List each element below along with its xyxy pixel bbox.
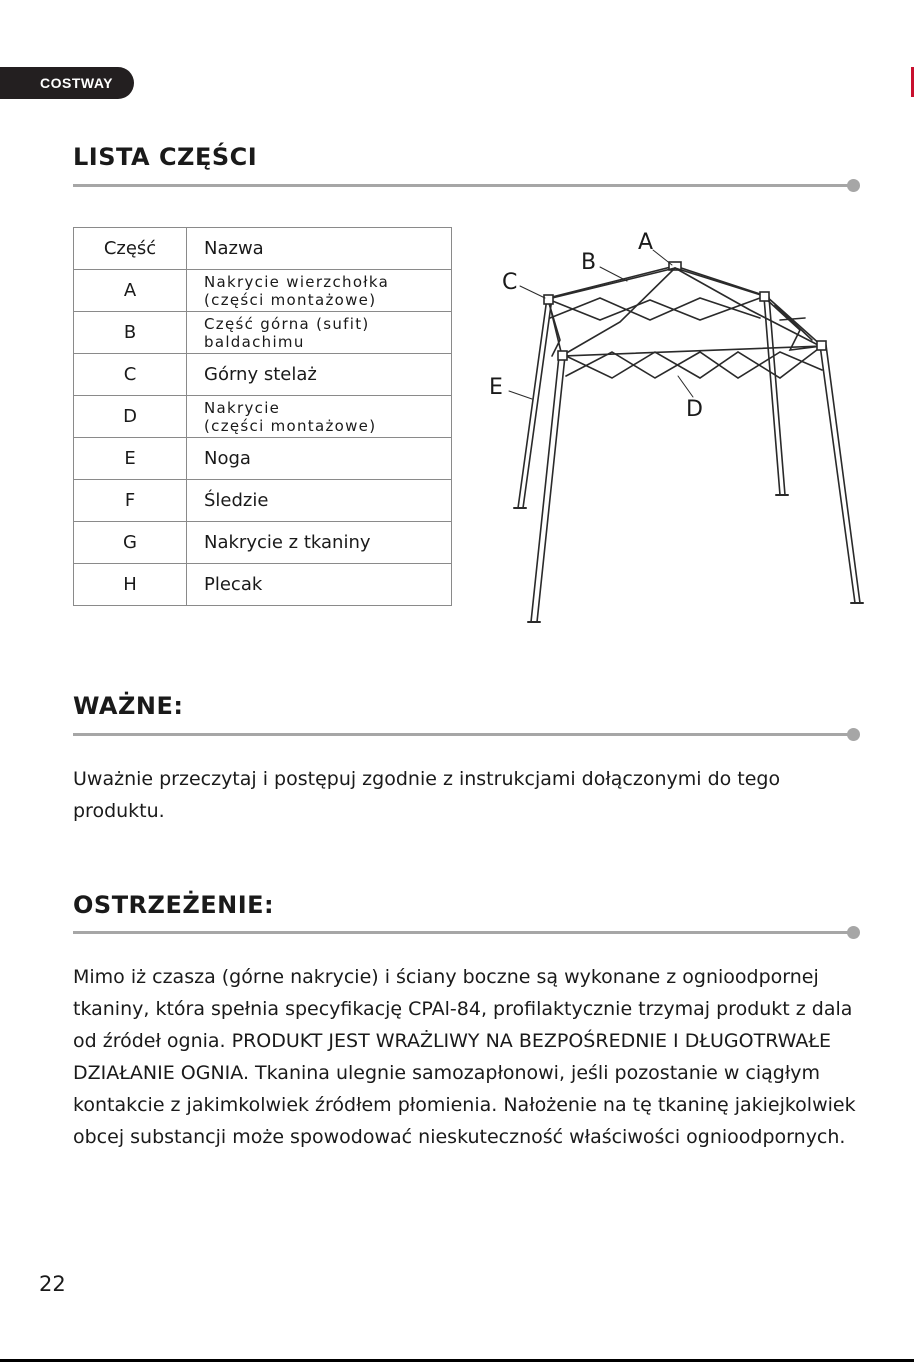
part-letter: G xyxy=(74,522,187,564)
part-letter: A xyxy=(74,270,187,312)
table-row xyxy=(74,564,452,606)
diagram-label-c: C xyxy=(502,270,518,295)
parts-table-header-name: Nazwa xyxy=(187,228,452,270)
part-letter: C xyxy=(74,354,187,396)
parts-list-heading: LISTA CZĘŚCI xyxy=(73,143,258,171)
diagram-label-b: B xyxy=(581,250,597,275)
part-name: Noga xyxy=(187,438,452,480)
part-letter: D xyxy=(74,396,187,438)
brand-logo-text: COSTWAY xyxy=(40,75,113,91)
part-name: Nakrycie (części montażowe) xyxy=(187,396,452,438)
part-letter: H xyxy=(74,564,187,606)
parts-table-header-row xyxy=(74,228,452,270)
part-letter: B xyxy=(74,312,187,354)
parts-table-header-part: Część xyxy=(74,228,187,270)
part-name: Nakrycie wierzchołka (części montażowe) xyxy=(187,270,452,312)
table-row xyxy=(74,438,452,480)
page-number: 22 xyxy=(39,1272,66,1296)
part-letter: F xyxy=(74,480,187,522)
diagram-label-d: D xyxy=(686,397,703,422)
important-heading: WAŻNE: xyxy=(73,692,184,720)
diagram-label-e: E xyxy=(489,375,503,400)
important-divider xyxy=(73,733,848,736)
part-name: Górny stelaż xyxy=(187,354,452,396)
important-text: Uważnie przeczytaj i postępuj zgodnie z instrukcjami dołączonymi do tego produktu. xyxy=(73,768,781,822)
warning-divider-dot xyxy=(847,926,860,939)
brand-logo xyxy=(0,67,134,99)
warning-divider xyxy=(73,931,848,934)
table-row xyxy=(74,270,452,312)
parts-list-divider-dot xyxy=(847,179,860,192)
table-row xyxy=(74,522,452,564)
table-row xyxy=(74,312,452,354)
diagram-label-a: A xyxy=(638,230,654,255)
canopy-frame-diagram xyxy=(470,220,890,640)
warning-text: Mimo iż czasza (górne nakrycie) i ściany boczne są wykonane z ognioodpornej tkaniny, która spełnia specyfikację CPAl-84, profilaktycznie trzymaj produkt z dala od źródeł ognia. PRODUKT JEST WRAŻLIWY NA BEZPOŚREDNIE I DŁUGOTRWAŁE DZIAŁANIE OGNIA. Tkanina ulegnie samozapłonowi, jeśli pozostanie w ciągłym kontakcie z jakimkolwiek źródłem płomienia. Nałożenie na tę tkaninę jakiejkolwiek obcej substancji może spowodować nieskuteczność właściwości ognioodpornych. xyxy=(73,966,856,1148)
important-divider-dot xyxy=(847,728,860,741)
part-name: Część górna (sufit) baldachimu xyxy=(187,312,452,354)
part-name: Nakrycie z tkaniny xyxy=(187,522,452,564)
table-row xyxy=(74,396,452,438)
part-letter: E xyxy=(74,438,187,480)
warning-heading: OSTRZEŻENIE: xyxy=(73,891,275,919)
part-name: Śledzie xyxy=(187,480,452,522)
parts-table xyxy=(73,227,452,606)
parts-list-divider xyxy=(73,184,848,187)
table-row xyxy=(74,354,452,396)
table-row xyxy=(74,480,452,522)
part-name: Plecak xyxy=(187,564,452,606)
